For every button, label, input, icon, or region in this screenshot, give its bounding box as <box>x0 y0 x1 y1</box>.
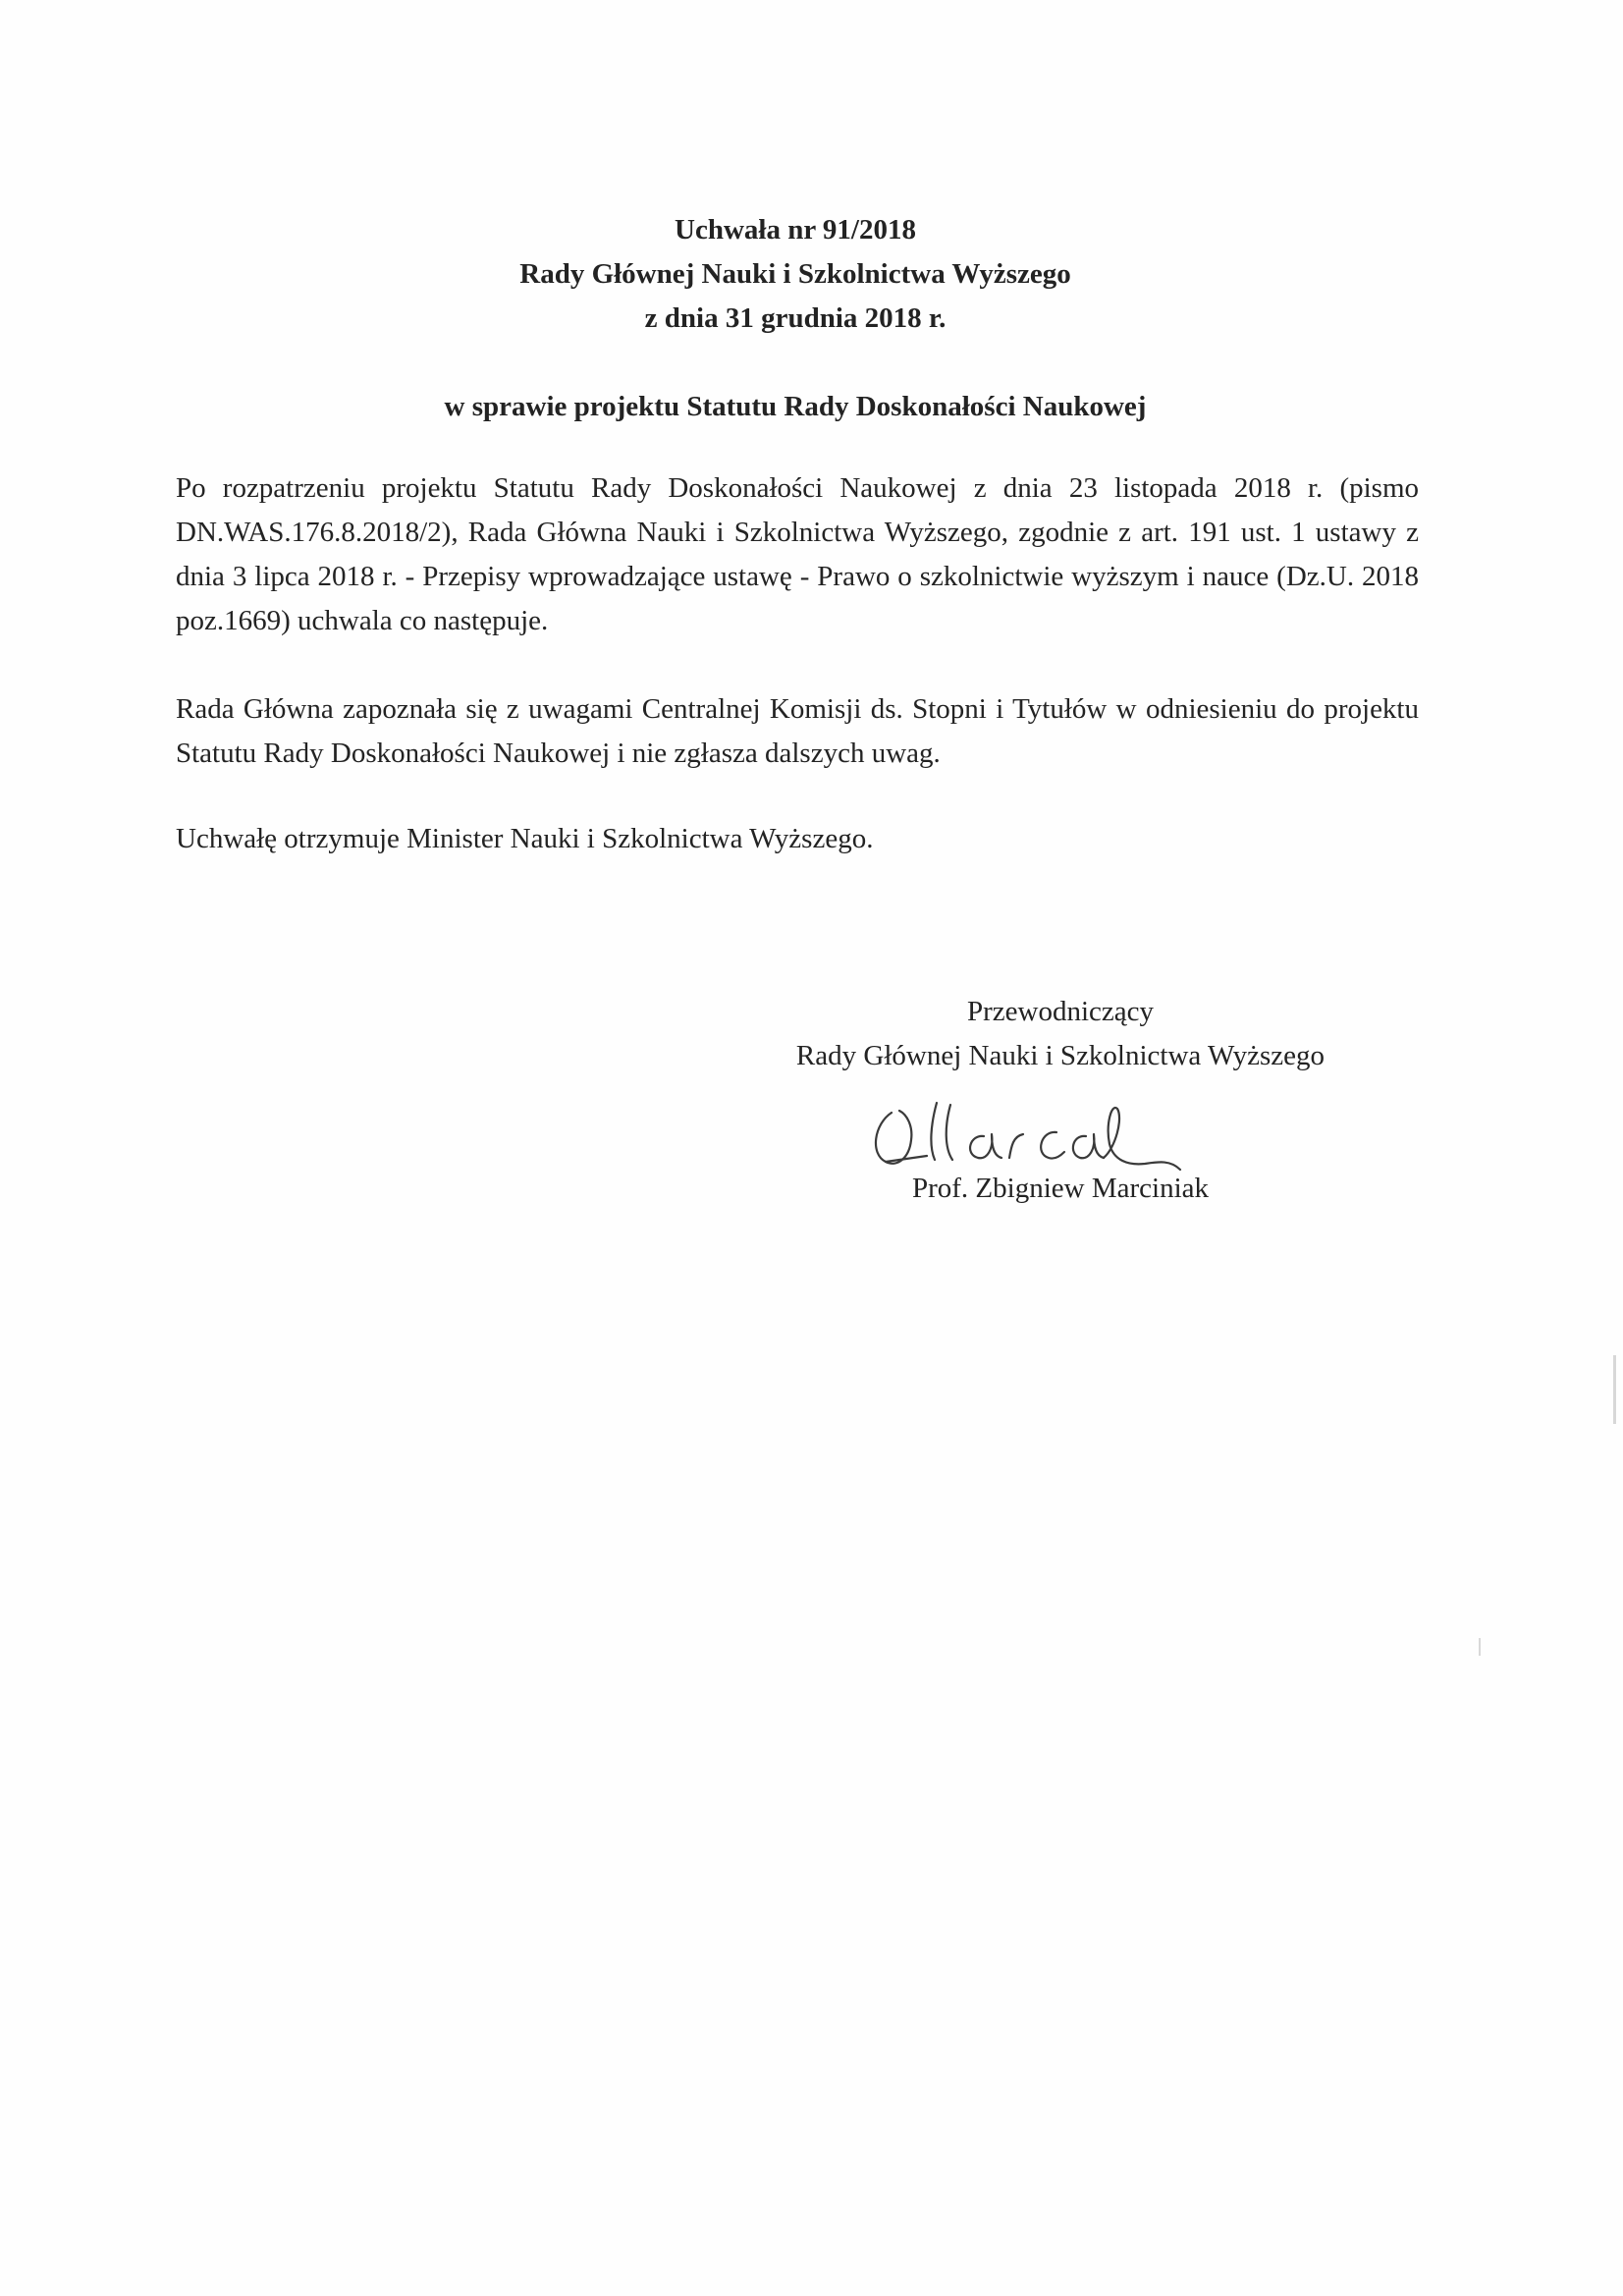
scan-edge-mark <box>1479 1638 1481 1656</box>
scan-edge-mark <box>1613 1355 1616 1424</box>
paragraph-3: Uchwałę otrzymuje Minister Nauki i Szkolnictwa Wyższego. <box>176 823 874 854</box>
resolution-header <box>0 208 1591 341</box>
issuing-body: Rady Głównej Nauki i Szkolnictwa Wyższego <box>519 258 1071 290</box>
paragraph-2: Rada Główna zapoznała się z uwagami Centralnej Komisji ds. Stopni i Tytułów w odniesieniu do projektu Statutu Rady Doskonałości Naukowej i nie zgłasza dalszych uwag. <box>176 693 1419 769</box>
paragraph-1: Po rozpatrzeniu projektu Statutu Rady Doskonałości Naukowej z dnia 23 listopada 2018 r. (pismo DN.WAS.176.8.2018/2), Rada Główna Nauki i Szkolnictwa Wyższego, zgodnie z art. 191 ust. 1 ustawy z dnia 3 lipca 2018 r. - Przepisy wprowadzające ustawę - Prawo o szkolnictwie wyższym i nauce (Dz.U. 2018 poz.1669) uchwala co następuje. <box>176 472 1419 636</box>
resolution-number: Uchwała nr 91/2018 <box>675 214 916 246</box>
signatory-title: Przewodniczący <box>966 996 1154 1027</box>
signatory-name: Prof. Zbigniew Marciniak <box>911 1173 1209 1204</box>
resolution-subject: w sprawie projektu Statutu Rady Doskonałości Naukowej <box>444 391 1147 422</box>
signatory-body: Rady Głównej Nauki i Szkolnictwa Wyższego <box>795 1040 1325 1071</box>
resolution-date: z dnia 31 grudnia 2018 r. <box>644 302 947 334</box>
